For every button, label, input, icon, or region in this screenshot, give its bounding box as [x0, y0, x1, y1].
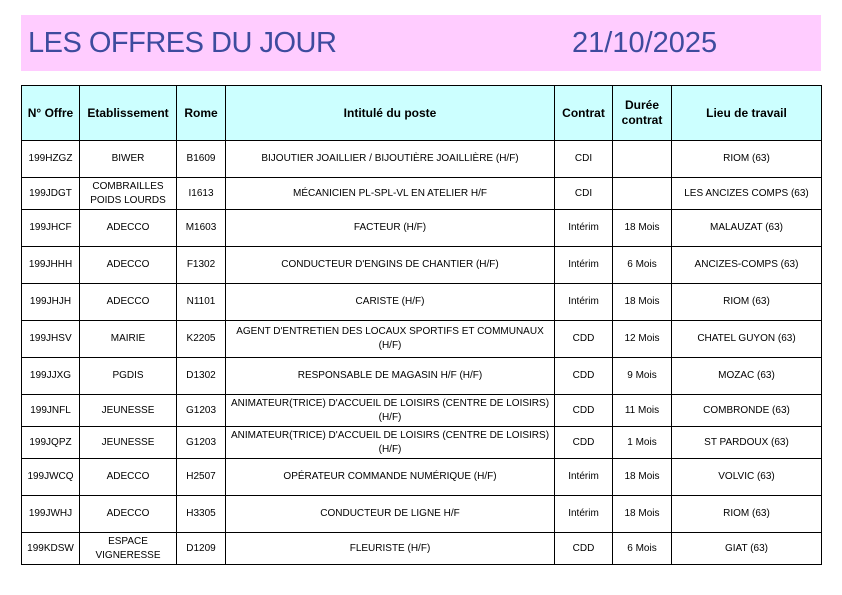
rome-cell: K2205 — [177, 321, 226, 358]
establishment-cell: PGDIS — [80, 358, 177, 395]
job-title-cell: ANIMATEUR(TRICE) D'ACCUEIL DE LOISIRS (CENTRE DE LOISIRS) (H/F) — [226, 395, 555, 427]
duration-cell: 11 Mois — [613, 395, 672, 427]
offer-number-cell: 199JHCF — [22, 210, 80, 247]
table-header-row — [22, 86, 822, 141]
establishment-cell: ADECCO — [80, 210, 177, 247]
offer-number-cell: 199JJXG — [22, 358, 80, 395]
offer-number-cell: 199JDGT — [22, 178, 80, 210]
page-title: LES OFFRES DU JOUR — [28, 27, 337, 59]
table-row — [22, 533, 822, 565]
table-row — [22, 321, 822, 358]
column-header-offer-number: N° Offre — [22, 86, 80, 141]
table-row — [22, 395, 822, 427]
duration-cell: 6 Mois — [613, 533, 672, 565]
workplace-cell: LES ANCIZES COMPS (63) — [672, 178, 822, 210]
contract-cell: CDD — [555, 395, 613, 427]
duration-cell: 6 Mois — [613, 247, 672, 284]
table-row — [22, 427, 822, 459]
establishment-cell: ESPACE VIGNERESSE — [80, 533, 177, 565]
offer-number-cell: 199JHJH — [22, 284, 80, 321]
page-date: 21/10/2025 — [572, 27, 718, 59]
job-title-cell: AGENT D'ENTRETIEN DES LOCAUX SPORTIFS ET COMMUNAUX (H/F) — [226, 321, 555, 358]
contract-cell: CDI — [555, 178, 613, 210]
contract-cell: CDI — [555, 141, 613, 178]
workplace-cell: ANCIZES-COMPS (63) — [672, 247, 822, 284]
workplace-cell: MALAUZAT (63) — [672, 210, 822, 247]
rome-cell: D1302 — [177, 358, 226, 395]
duration-cell: 18 Mois — [613, 284, 672, 321]
establishment-cell: JEUNESSE — [80, 427, 177, 459]
title-banner — [21, 15, 821, 71]
table-row — [22, 284, 822, 321]
offer-number-cell: 199JNFL — [22, 395, 80, 427]
table-row — [22, 210, 822, 247]
contract-cell: Intérim — [555, 247, 613, 284]
workplace-cell: VOLVIC (63) — [672, 459, 822, 496]
job-title-cell: CARISTE (H/F) — [226, 284, 555, 321]
contract-cell: Intérim — [555, 284, 613, 321]
job-title-cell: MÉCANICIEN PL-SPL-VL EN ATELIER H/F — [226, 178, 555, 210]
contract-cell: Intérim — [555, 459, 613, 496]
duration-cell — [613, 141, 672, 178]
job-title-cell: FACTEUR (H/F) — [226, 210, 555, 247]
rome-cell: I1613 — [177, 178, 226, 210]
column-header-rome: Rome — [177, 86, 226, 141]
table-row — [22, 358, 822, 395]
contract-cell: Intérim — [555, 210, 613, 247]
establishment-cell: COMBRAILLES POIDS LOURDS — [80, 178, 177, 210]
offer-number-cell: 199JQPZ — [22, 427, 80, 459]
rome-cell: F1302 — [177, 247, 226, 284]
duration-cell: 18 Mois — [613, 210, 672, 247]
duration-cell: 12 Mois — [613, 321, 672, 358]
table-row — [22, 178, 822, 210]
establishment-cell: ADECCO — [80, 459, 177, 496]
duration-cell: 1 Mois — [613, 427, 672, 459]
workplace-cell: RIOM (63) — [672, 141, 822, 178]
contract-cell: CDD — [555, 321, 613, 358]
establishment-cell: JEUNESSE — [80, 395, 177, 427]
column-header-establishment: Etablissement — [80, 86, 177, 141]
job-title-cell: CONDUCTEUR DE LIGNE H/F — [226, 496, 555, 533]
column-header-contract: Contrat — [555, 86, 613, 141]
contract-cell: CDD — [555, 427, 613, 459]
rome-cell: B1609 — [177, 141, 226, 178]
workplace-cell: MOZAC (63) — [672, 358, 822, 395]
workplace-cell: RIOM (63) — [672, 284, 822, 321]
duration-cell: 18 Mois — [613, 459, 672, 496]
rome-cell: D1209 — [177, 533, 226, 565]
rome-cell: M1603 — [177, 210, 226, 247]
workplace-cell: GIAT (63) — [672, 533, 822, 565]
workplace-cell: ST PARDOUX (63) — [672, 427, 822, 459]
rome-cell: N1101 — [177, 284, 226, 321]
job-offers-table — [21, 85, 822, 565]
establishment-cell: ADECCO — [80, 284, 177, 321]
establishment-cell: ADECCO — [80, 496, 177, 533]
workplace-cell: CHATEL GUYON (63) — [672, 321, 822, 358]
job-title-cell: ANIMATEUR(TRICE) D'ACCUEIL DE LOISIRS (CENTRE DE LOISIRS) (H/F) — [226, 427, 555, 459]
offer-number-cell: 199JHSV — [22, 321, 80, 358]
table-row — [22, 247, 822, 284]
column-header-workplace: Lieu de travail — [672, 86, 822, 141]
offer-number-cell: 199HZGZ — [22, 141, 80, 178]
establishment-cell: BIWER — [80, 141, 177, 178]
rome-cell: H3305 — [177, 496, 226, 533]
column-header-job-title: Intitulé du poste — [226, 86, 555, 141]
rome-cell: H2507 — [177, 459, 226, 496]
duration-cell — [613, 178, 672, 210]
rome-cell: G1203 — [177, 427, 226, 459]
table-row — [22, 141, 822, 178]
workplace-cell: RIOM (63) — [672, 496, 822, 533]
table-row — [22, 459, 822, 496]
table-row — [22, 496, 822, 533]
contract-cell: CDD — [555, 358, 613, 395]
duration-cell: 18 Mois — [613, 496, 672, 533]
contract-cell: CDD — [555, 533, 613, 565]
contract-cell: Intérim — [555, 496, 613, 533]
column-header-duration: Durée contrat — [613, 86, 672, 141]
establishment-cell: ADECCO — [80, 247, 177, 284]
rome-cell: G1203 — [177, 395, 226, 427]
job-title-cell: BIJOUTIER JOAILLIER / BIJOUTIÈRE JOAILLIÈRE (H/F) — [226, 141, 555, 178]
establishment-cell: MAIRIE — [80, 321, 177, 358]
offer-number-cell: 199JWCQ — [22, 459, 80, 496]
offer-number-cell: 199KDSW — [22, 533, 80, 565]
job-title-cell: OPÉRATEUR COMMANDE NUMÉRIQUE (H/F) — [226, 459, 555, 496]
duration-cell: 9 Mois — [613, 358, 672, 395]
job-title-cell: FLEURISTE (H/F) — [226, 533, 555, 565]
offer-number-cell: 199JWHJ — [22, 496, 80, 533]
offer-number-cell: 199JHHH — [22, 247, 80, 284]
job-title-cell: CONDUCTEUR D'ENGINS DE CHANTIER (H/F) — [226, 247, 555, 284]
job-title-cell: RESPONSABLE DE MAGASIN H/F (H/F) — [226, 358, 555, 395]
workplace-cell: COMBRONDE (63) — [672, 395, 822, 427]
